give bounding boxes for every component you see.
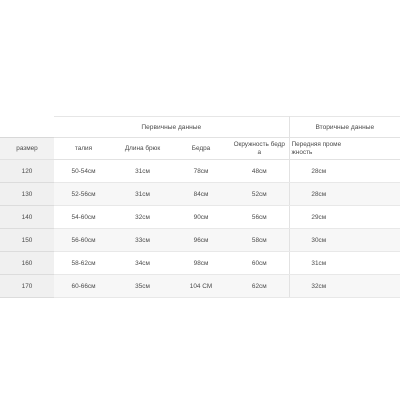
hip-circumference-cell: 52см — [230, 183, 289, 206]
table-row — [0, 275, 400, 298]
table-row — [0, 183, 400, 206]
column-header-front-rise — [289, 138, 348, 160]
hip-circumference-line-2: а — [257, 148, 262, 156]
size-cell: 170 — [0, 275, 54, 298]
size-table — [0, 116, 400, 298]
hip-circumference-cell: 62см — [230, 275, 289, 298]
front-rise-cell: 30см — [289, 229, 348, 252]
hips-cell: 90см — [172, 206, 230, 229]
column-header-empty — [348, 138, 400, 160]
table-row — [0, 206, 400, 229]
hip-circumference-cell: 60см — [230, 252, 289, 275]
group-header-row — [0, 117, 400, 138]
waist-cell: 52-56см — [54, 183, 113, 206]
pants-length-cell: 33см — [113, 229, 172, 252]
hip-circumference-cell: 58см — [230, 229, 289, 252]
primary-data-header: Первичные данные — [54, 117, 289, 138]
hips-cell: 104 CM — [172, 275, 230, 298]
front-rise-line-2: жность — [291, 148, 313, 156]
column-header-hips: Бедра — [172, 138, 230, 160]
empty-cell — [348, 160, 400, 183]
pants-length-cell: 32см — [113, 206, 172, 229]
hips-cell: 96см — [172, 229, 230, 252]
waist-cell: 54-60см — [54, 206, 113, 229]
column-header-size: размер — [0, 138, 54, 160]
table-row — [0, 252, 400, 275]
size-cell: 120 — [0, 160, 54, 183]
empty-cell — [348, 252, 400, 275]
size-cell: 140 — [0, 206, 54, 229]
front-rise-cell: 28см — [289, 160, 348, 183]
waist-cell: 60-66см — [54, 275, 113, 298]
empty-cell — [348, 183, 400, 206]
front-rise-line-1: Передняя проме — [291, 140, 342, 148]
pants-length-cell: 31см — [113, 183, 172, 206]
empty-cell — [348, 275, 400, 298]
waist-cell: 58-62см — [54, 252, 113, 275]
size-cell: 150 — [0, 229, 54, 252]
table-row — [0, 229, 400, 252]
column-header-pants-length: Длина брюк — [113, 138, 172, 160]
column-header-row — [0, 138, 400, 160]
table-row — [0, 160, 400, 183]
pants-length-cell: 35см — [113, 275, 172, 298]
front-rise-cell: 29см — [289, 206, 348, 229]
front-rise-cell: 28см — [289, 183, 348, 206]
front-rise-cell: 31см — [289, 252, 348, 275]
pants-length-cell: 34см — [113, 252, 172, 275]
empty-cell — [348, 229, 400, 252]
hip-circumference-line-1: Окружность бедр — [233, 140, 285, 148]
hips-cell: 84см — [172, 183, 230, 206]
waist-cell: 56-60см — [54, 229, 113, 252]
size-cell: 160 — [0, 252, 54, 275]
hips-cell: 98см — [172, 252, 230, 275]
front-rise-cell: 32см — [289, 275, 348, 298]
column-header-waist: талия — [54, 138, 113, 160]
empty-cell — [348, 206, 400, 229]
column-header-hip-circumference — [230, 138, 289, 160]
size-cell: 130 — [0, 183, 54, 206]
pants-length-cell: 31см — [113, 160, 172, 183]
header-corner-cell — [0, 117, 54, 138]
hip-circumference-cell: 48см — [230, 160, 289, 183]
hip-circumference-cell: 56см — [230, 206, 289, 229]
secondary-data-header: Вторичные данные — [289, 117, 400, 138]
hips-cell: 78см — [172, 160, 230, 183]
waist-cell: 50-54см — [54, 160, 113, 183]
